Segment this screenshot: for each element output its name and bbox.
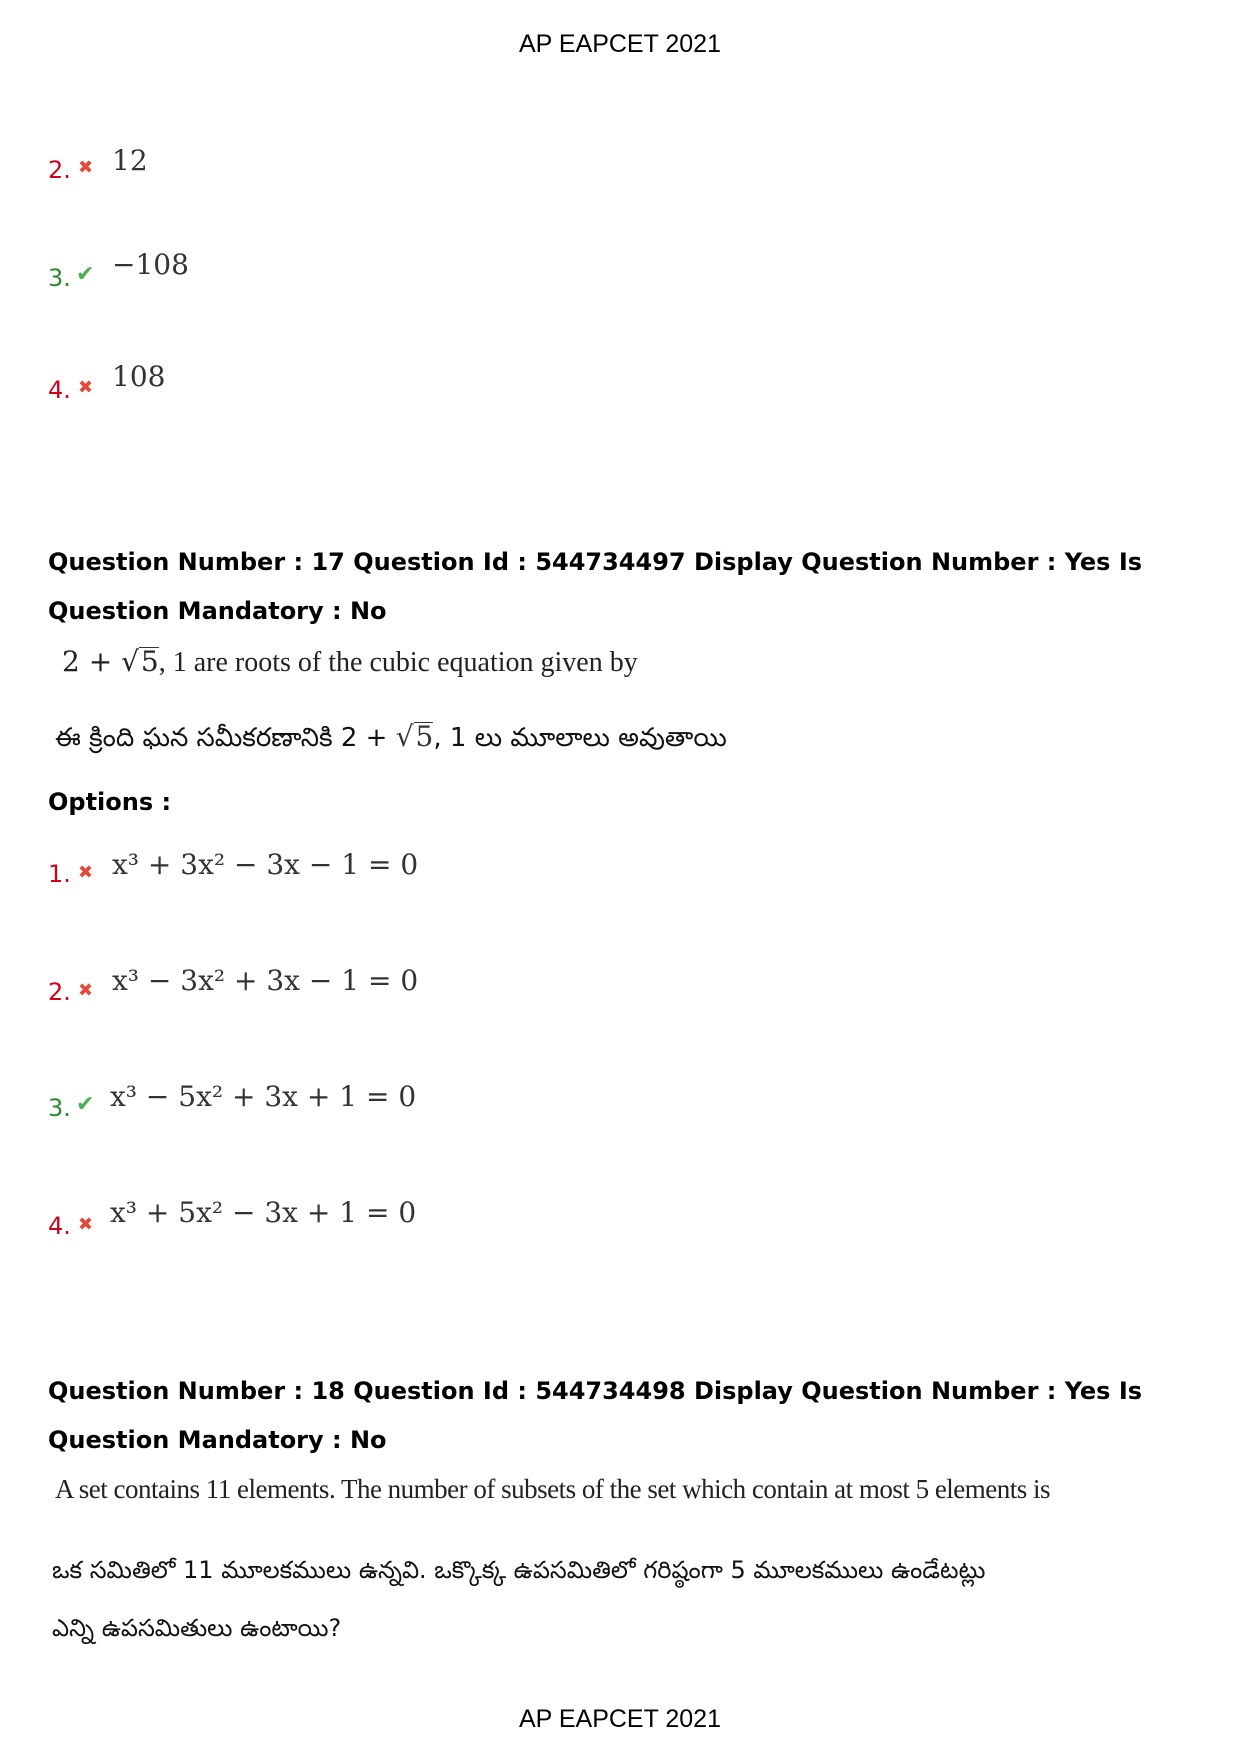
question-text: , 1 are roots of the cubic equation given by <box>158 647 638 678</box>
wrong-mark-icon: ✖ <box>78 157 94 178</box>
prev-option-4 <box>48 376 71 404</box>
wrong-mark-icon: ✖ <box>78 980 94 1001</box>
question-17-english <box>62 645 638 679</box>
correct-mark-icon: ✔ <box>76 262 95 287</box>
page-footer: AP EAPCET 2021 <box>519 1705 721 1733</box>
options-label: Options : <box>48 788 172 816</box>
sqrt-symbol: √ <box>395 720 414 753</box>
sqrt-symbol: √ <box>121 645 139 678</box>
option-number: 3. <box>48 264 71 292</box>
radicand: 5 <box>415 720 434 753</box>
option-value: 12 <box>112 144 148 177</box>
wrong-mark-icon: ✖ <box>78 1214 94 1235</box>
telugu-suffix: , 1 లు మూలాలు అవుతాయి <box>433 723 727 753</box>
question-17-header: Question Number : 17 Question Id : 544734497 Display Question Number : Yes Is Question Mandatory : No <box>48 548 1143 625</box>
wrong-mark-icon: ✖ <box>78 377 94 398</box>
question-18-telugu-line1: ఒక సమితిలో 11 మూలకములు ఉన్నవి. ఒక్కొక్క ఉపసమితిలో గరిష్ఠంగా 5 మూలకములు ఉండేటట్లు <box>52 1556 986 1584</box>
telugu-prefix: ఈ క్రింది ఘన సమీకరణానికి 2 + <box>55 723 396 753</box>
question-18-header: Question Number : 18 Question Id : 544734498 Display Question Number : Yes Is Question Mandatory : No <box>48 1377 1143 1454</box>
option-number: 4. <box>48 1212 71 1240</box>
option-equation: x³ + 3x² − 3x − 1 = 0 <box>112 848 419 881</box>
correct-mark-icon: ✔ <box>76 1092 95 1117</box>
radicand: 5 <box>140 645 159 678</box>
option-equation: x³ − 3x² + 3x − 1 = 0 <box>112 964 419 997</box>
option-number: 1. <box>48 860 71 888</box>
question-17-telugu <box>55 720 727 759</box>
option-value: −108 <box>112 248 189 281</box>
prev-option-2 <box>48 156 71 184</box>
option-equation: x³ − 5x² + 3x + 1 = 0 <box>110 1080 417 1113</box>
option-value: 108 <box>112 360 166 393</box>
option-number: 3. <box>48 1094 71 1122</box>
question-18-telugu-line2: ఎన్ని ఉపసమితులు ఉంటాయి? <box>52 1614 342 1642</box>
prev-option-3 <box>48 264 71 292</box>
page-header: AP EAPCET 2021 <box>519 30 721 58</box>
wrong-mark-icon: ✖ <box>78 862 94 883</box>
option-number: 2. <box>48 156 71 184</box>
option-equation: x³ + 5x² − 3x + 1 = 0 <box>110 1196 417 1229</box>
question-18-english: A set contains 11 elements. The number of subsets of the set which contain at most 5 elements is <box>55 1474 1051 1504</box>
option-number: 4. <box>48 376 71 404</box>
math-prefix: 2 + <box>62 645 122 678</box>
option-number: 2. <box>48 978 71 1006</box>
